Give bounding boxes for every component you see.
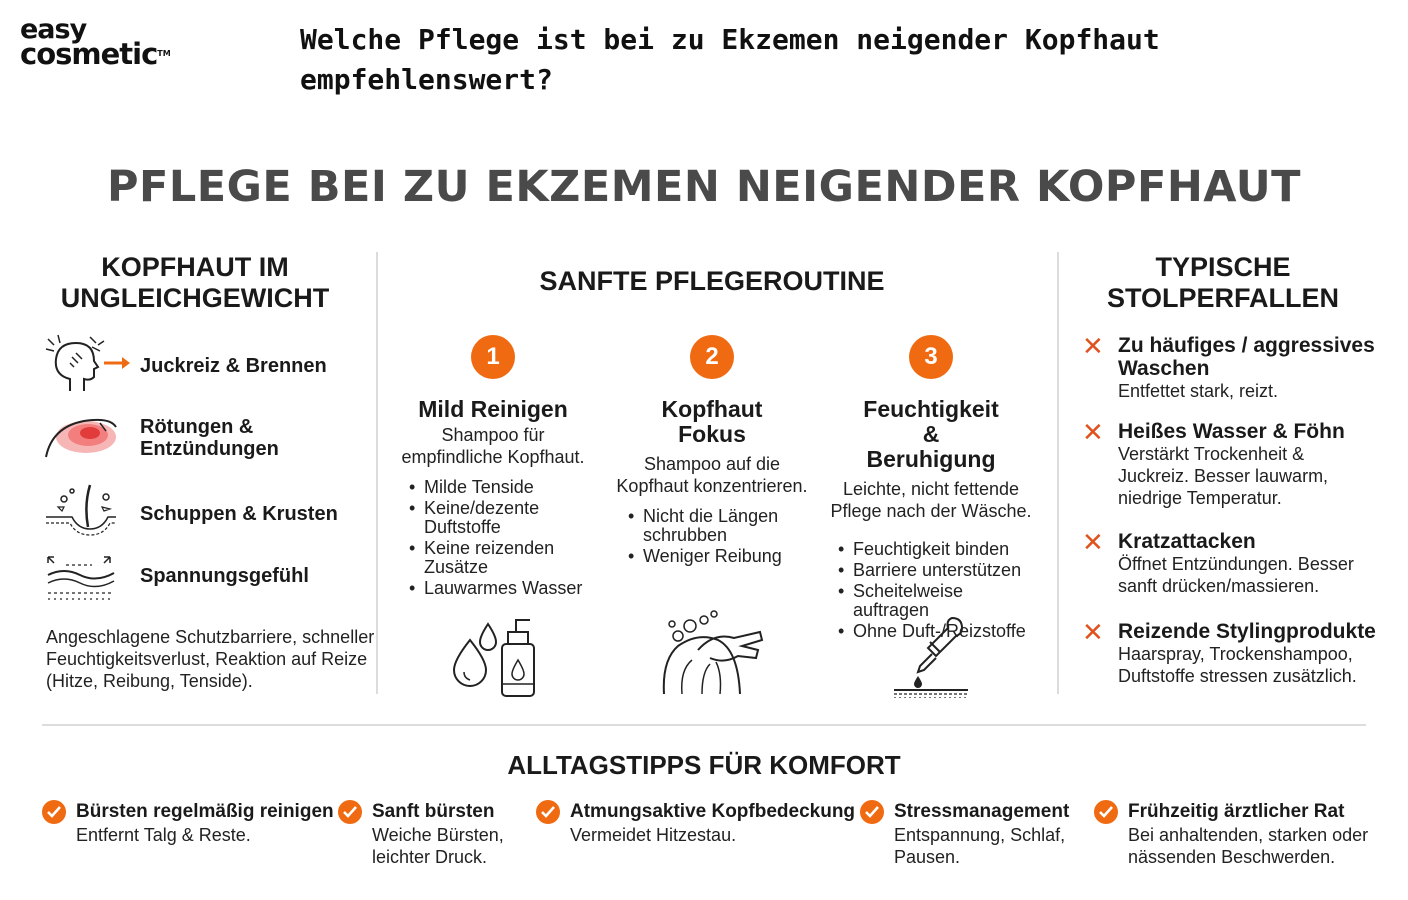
step-bullet: • Nicht die Längen schrubben <box>626 507 796 545</box>
pitfall-title: Kratzattacken <box>1118 530 1256 553</box>
step-bullet: • Keine reizenden Zusätze <box>407 539 593 577</box>
pitfall-description: Entfettet stark, reizt. <box>1118 381 1279 401</box>
tip-description: Weiche Bürsten, leichter Druck. <box>372 825 504 867</box>
step-bullet: • Feuchtigkeit binden <box>836 540 1042 559</box>
tip-description: Entfernt Talg & Reste. <box>76 825 251 845</box>
tip-description: Vermeidet Hitzestau. <box>570 825 737 845</box>
tip-title: Frühzeitig ärztlicher Rat <box>1128 801 1345 822</box>
cross-icon: ✕ <box>1082 528 1104 558</box>
symptom-label: Rötungen & Entzündungen <box>140 416 279 460</box>
symptom-label: Spannungsgefühl <box>140 565 309 587</box>
inflamed-skin-icon <box>44 405 136 472</box>
column-divider-left <box>376 252 378 694</box>
cross-icon: ✕ <box>1082 418 1104 448</box>
step-bullet-list <box>407 478 593 598</box>
tip-description: Entspannung, Schlaf, Pausen. <box>894 825 1066 867</box>
tip-item <box>1094 800 1374 868</box>
step-bullet: • Lauwarmes Wasser <box>407 579 593 598</box>
symptom-label: Schuppen & Krusten <box>140 503 338 525</box>
itchy-head-icon <box>44 333 136 400</box>
pitfall-description: Verstärkt Trockenheit & Juckreiz. Besser lauwarm, niedrige Temperatur. <box>1118 444 1329 508</box>
step-number-badge: 1 <box>471 335 515 379</box>
symptom-tightness <box>44 546 374 606</box>
brand-logo <box>20 14 190 71</box>
cross-icon: ✕ <box>1082 332 1104 362</box>
step-title: Kopfhaut Fokus <box>661 396 763 447</box>
section-divider <box>42 724 1366 726</box>
right-column-title: TYPISCHE STOLPERFALLEN <box>1106 252 1340 313</box>
step-bullet: • Keine/dezente Duftstoffe <box>407 499 593 537</box>
barrier-description: Angeschlagene Schutzbarriere, schneller Feuchtigkeitsverlust, Reaktion auf Reize (Hitze, Reibung, Tenside). <box>46 627 375 691</box>
step-bullet: • Barriere unterstützen <box>836 561 1042 580</box>
checkmark-icon <box>536 800 560 824</box>
pitfall-item <box>1082 620 1382 687</box>
pitfall-description: Haarspray, Trockenshampoo, Duftstoffe stressen zusätzlich. <box>1118 644 1357 686</box>
step-bullet: • Scheitelweise auftragen <box>836 582 1042 620</box>
symptom-label: Juckreiz & Brennen <box>140 355 327 377</box>
step-bullet: • Milde Tenside <box>407 478 593 497</box>
step-description: Shampoo für empfindliche Kopfhaut. <box>401 425 585 467</box>
routine-step-1 <box>393 335 593 600</box>
step-title: Feuchtigkeit & Beruhigung <box>863 396 999 472</box>
left-column-title: KOPFHAUT IM UNGLEICHGEWICHT <box>60 252 330 313</box>
tip-description: Bei anhaltenden, starken oder nässenden Beschwerden. <box>1128 825 1369 867</box>
logo-line-1: easy <box>20 14 87 45</box>
tip-item <box>42 800 334 846</box>
pitfall-title: Heißes Wasser & Föhn <box>1118 420 1345 443</box>
checkmark-icon <box>1094 800 1118 824</box>
step-bullet-list <box>626 507 796 566</box>
step-number-badge: 2 <box>690 335 734 379</box>
symptom-redness <box>44 408 374 468</box>
infographic-title: PFLEGE BEI ZU EKZEMEN NEIGENDER KOPFHAUT <box>106 162 1302 212</box>
checkmark-icon <box>338 800 362 824</box>
tight-skin-layers-icon <box>44 543 136 610</box>
pitfall-description: Öffnet Entzündungen. Besser sanft drücken/massieren. <box>1118 554 1354 596</box>
routine-step-3 <box>826 335 1036 643</box>
step-description: Shampoo auf die Kopfhaut konzentrieren. <box>616 454 808 496</box>
question-heading: Welche Pflege ist bei zu Ekzemen neigender Kopfhaut empfehlenswert? <box>300 23 1160 96</box>
tip-title: Stressmanagement <box>894 801 1070 822</box>
tip-title: Sanft bürsten <box>372 801 495 822</box>
checkmark-icon <box>42 800 66 824</box>
tip-title: Atmungsaktive Kopfbedeckung <box>570 801 856 822</box>
tip-item <box>338 800 518 868</box>
pitfall-item <box>1082 334 1382 402</box>
symptom-itch <box>44 336 374 396</box>
logo-line-2: cosmetic <box>20 37 158 71</box>
pitfall-item <box>1082 530 1382 597</box>
checkmark-icon <box>860 800 884 824</box>
symptom-flakes <box>44 484 374 544</box>
drops-and-pump-bottle-icon <box>444 614 544 703</box>
column-divider-right <box>1057 252 1059 694</box>
center-column-title: SANFTE PFLEGEROUTINE <box>539 266 885 296</box>
dropper-on-skin-icon <box>890 614 974 703</box>
step-description: Leichte, nicht fettende Pflege nach der Wäsche. <box>830 479 1032 521</box>
step-bullet: • Ohne Duft-/Reizstoffe <box>836 622 1042 641</box>
logo-trademark: TM <box>157 49 171 58</box>
routine-step-2 <box>612 335 812 568</box>
cross-icon: ✕ <box>1082 618 1104 648</box>
hair-follicle-flakes-icon <box>44 481 136 548</box>
pitfall-item <box>1082 420 1382 509</box>
tip-item <box>536 800 856 846</box>
pitfall-title: Zu häufiges / aggressives Waschen <box>1118 334 1375 380</box>
step-bullet: • Weniger Reibung <box>626 547 796 566</box>
hand-washing-hair-icon <box>658 610 768 701</box>
pitfall-title: Reizende Stylingprodukte <box>1118 620 1376 643</box>
tip-title: Bürsten regelmäßig reinigen <box>76 801 334 822</box>
step-number-badge: 3 <box>909 335 953 379</box>
step-title: Mild Reinigen <box>418 396 568 422</box>
tip-item <box>860 800 1070 868</box>
tips-section-title: ALLTAGSTIPPS FÜR KOMFORT <box>507 750 901 780</box>
